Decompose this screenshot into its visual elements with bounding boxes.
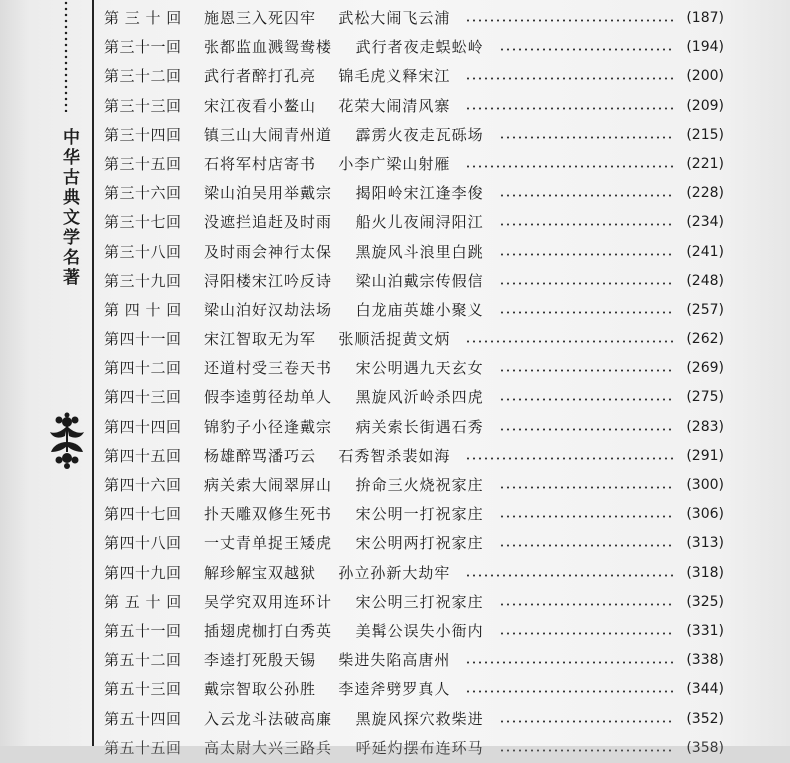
chapter-title-first-line: 宋江夜看小鳌山 xyxy=(204,96,317,115)
dot-leader xyxy=(499,632,674,635)
chapter-title-first-line: 插翅虎枷打白秀英 xyxy=(204,621,333,640)
page-number: (352) xyxy=(686,710,724,727)
chapter-title-first-line: 解珍解宝双越狱 xyxy=(204,563,317,582)
chapter-number: 第三十七回 xyxy=(104,213,182,232)
chapter-title-second-line: 石秀智杀裴如海 xyxy=(338,446,451,465)
chapter-title-first-line: 没遮拦追赶及时雨 xyxy=(204,213,333,232)
chapter-number: 第三十五回 xyxy=(104,154,182,173)
toc-entry xyxy=(104,150,724,179)
toc-entry xyxy=(104,325,724,354)
chapter-number: 第四十八回 xyxy=(104,534,182,553)
dot-leader xyxy=(499,136,674,139)
flower-ornament-icon xyxy=(45,412,89,470)
chapter-number: 第三十四回 xyxy=(104,125,182,144)
chapter-title-second-line: 霹雳火夜走瓦砾场 xyxy=(355,125,484,144)
chapter-number: 第四十三回 xyxy=(104,388,182,407)
chapter-number: 第五十五回 xyxy=(104,738,182,757)
toc-entry xyxy=(104,500,724,529)
dot-leader xyxy=(499,398,674,401)
chapter-number: 第三十三回 xyxy=(104,96,182,115)
page-number: (269) xyxy=(686,360,724,377)
chapter-number: 第四十九回 xyxy=(104,563,182,582)
page-number: (248) xyxy=(686,272,724,289)
chapter-title-second-line: 柴进失陷高唐州 xyxy=(338,651,451,670)
chapter-title-second-line: 美髯公误失小衙内 xyxy=(355,621,484,640)
chapter-title-second-line: 小李广梁山射雁 xyxy=(338,154,451,173)
page-number: (275) xyxy=(686,389,724,406)
dot-leader xyxy=(465,574,674,577)
chapter-number: 第三十二回 xyxy=(104,67,182,86)
chapter-number: 第四十一回 xyxy=(104,330,182,349)
chapter-title-second-line: 武松大闹飞云浦 xyxy=(338,9,451,27)
chapter-title-first-line: 李逵打死殷天锡 xyxy=(204,651,317,670)
dot-leader xyxy=(499,253,674,256)
chapter-title-first-line: 吴学究双用连环计 xyxy=(204,592,333,611)
toc-entry xyxy=(104,62,724,91)
toc-entry xyxy=(104,4,724,33)
chapter-title-first-line: 戴宗智取公孙胜 xyxy=(204,680,317,699)
page-number: (194) xyxy=(686,39,724,56)
page-number: (306) xyxy=(686,506,724,523)
chapter-title-second-line: 梁山泊戴宗传假信 xyxy=(355,271,484,290)
dot-leader xyxy=(465,77,674,80)
toc-entry xyxy=(104,734,724,763)
chapter-title-first-line: 入云龙斗法破高廉 xyxy=(204,709,333,728)
chapter-title-first-line: 石将军村店寄书 xyxy=(204,154,317,173)
chapter-title-second-line: 拚命三火烧祝家庄 xyxy=(355,476,484,494)
chapter-title-first-line: 假李逵剪径劫单人 xyxy=(204,388,333,407)
chapter-title-second-line: 呼延灼摆布连环马 xyxy=(355,738,484,757)
chapter-title-first-line: 杨雄醉骂潘巧云 xyxy=(204,446,317,465)
toc-entry xyxy=(104,646,724,675)
page-number: (262) xyxy=(686,331,724,348)
chapter-title-first-line: 梁山泊好汉劫法场 xyxy=(204,300,333,319)
toc-entry xyxy=(104,617,724,646)
toc-entry xyxy=(104,471,724,500)
dot-leader xyxy=(465,165,674,168)
toc-entry xyxy=(104,413,724,442)
page-number: (209) xyxy=(686,97,724,114)
dot-leader xyxy=(465,19,674,22)
chapter-title-second-line: 李逵斧劈罗真人 xyxy=(338,680,451,699)
chapter-title-first-line: 病关索大闹翠屏山 xyxy=(204,476,333,494)
dot-leader xyxy=(465,690,674,693)
chapter-number: 第四十七回 xyxy=(104,505,182,524)
chapter-title-second-line: 白龙庙英雄小聚义 xyxy=(355,300,484,319)
page-number: (200) xyxy=(686,68,724,85)
chapter-number: 第四十五回 xyxy=(104,446,182,465)
chapter-title-first-line: 镇三山大闹青州道 xyxy=(204,125,333,144)
toc-entry xyxy=(104,179,724,208)
dot-leader xyxy=(465,340,674,343)
toc-entry xyxy=(104,588,724,617)
chapter-title-second-line: 黑旋风沂岭杀四虎 xyxy=(355,388,484,407)
dot-leader xyxy=(499,603,674,606)
page-number: (313) xyxy=(686,535,724,552)
chapter-number: 第三十一回 xyxy=(104,38,182,57)
chapter-number: 第四十六回 xyxy=(104,476,182,494)
dot-leader xyxy=(499,48,674,51)
chapter-number: 第四十二回 xyxy=(104,359,182,378)
dot-leader xyxy=(499,720,674,723)
page-number: (241) xyxy=(686,243,724,260)
toc-entry xyxy=(104,705,724,734)
toc-border-line xyxy=(92,0,94,746)
dot-leader xyxy=(499,749,674,752)
page-number: (358) xyxy=(686,739,724,756)
toc-entry xyxy=(104,33,724,62)
dot-leader xyxy=(499,544,674,547)
chapter-title-second-line: 黑旋风探穴救柴进 xyxy=(355,709,484,728)
chapter-title-first-line: 浔阳楼宋江吟反诗 xyxy=(204,271,333,290)
page-number: (234) xyxy=(686,214,724,231)
dot-leader xyxy=(499,282,674,285)
chapter-title-first-line: 施恩三入死囚牢 xyxy=(204,9,317,27)
dot-leader xyxy=(499,369,674,372)
page-number: (215) xyxy=(686,126,724,143)
chapter-title-second-line: 孙立孙新大劫牢 xyxy=(338,563,451,582)
toc-entry xyxy=(104,559,724,588)
dot-leader xyxy=(499,486,674,489)
page-number: (187) xyxy=(686,10,724,26)
toc-entry xyxy=(104,296,724,325)
chapter-title-first-line: 高太尉大兴三路兵 xyxy=(204,738,333,757)
dot-leader xyxy=(465,661,674,664)
chapter-title-second-line: 船火儿夜闹浔阳江 xyxy=(355,213,484,232)
chapter-number: 第五十四回 xyxy=(104,709,182,728)
dotted-rule xyxy=(64,0,68,112)
table-of-contents xyxy=(104,4,724,763)
toc-entry xyxy=(104,383,724,412)
page-number: (344) xyxy=(686,681,724,698)
chapter-title-second-line: 宋公明一打祝家庄 xyxy=(355,505,484,524)
chapter-title-second-line: 病关索长街遇石秀 xyxy=(355,417,484,436)
page-number: (291) xyxy=(686,447,724,464)
toc-entry xyxy=(104,354,724,383)
dot-leader xyxy=(499,428,674,431)
chapter-title-first-line: 武行者醉打孔亮 xyxy=(204,67,317,86)
dot-leader xyxy=(499,311,674,314)
chapter-title-first-line: 锦豹子小径逢戴宗 xyxy=(204,417,333,436)
dot-leader xyxy=(465,457,674,460)
chapter-title-second-line: 花荣大闹清风寨 xyxy=(338,96,451,115)
dot-leader xyxy=(499,194,674,197)
chapter-number: 第 三 十 回 xyxy=(104,9,182,27)
chapter-title-first-line: 梁山泊吴用举戴宗 xyxy=(204,184,333,203)
chapter-title-second-line: 宋公明三打祝家庄 xyxy=(355,592,484,611)
chapter-title-second-line: 黑旋风斗浪里白跳 xyxy=(355,242,484,261)
page-number: (257) xyxy=(686,301,724,318)
toc-entry xyxy=(104,442,724,471)
chapter-title-second-line: 武行者夜走蜈蚣岭 xyxy=(355,38,484,57)
toc-entry xyxy=(104,121,724,150)
chapter-title-second-line: 宋公明遇九天玄女 xyxy=(355,359,484,378)
toc-entry xyxy=(104,267,724,296)
series-title: 中华古典文学名著 xyxy=(59,128,79,288)
chapter-title-second-line: 锦毛虎义释宋江 xyxy=(338,67,451,86)
toc-entry xyxy=(104,208,724,237)
chapter-title-first-line: 扑天雕双修生死书 xyxy=(204,505,333,524)
chapter-number: 第三十八回 xyxy=(104,242,182,261)
chapter-number: 第三十六回 xyxy=(104,184,182,203)
dot-leader xyxy=(499,223,674,226)
toc-entry xyxy=(104,675,724,704)
page-number: (318) xyxy=(686,564,724,581)
chapter-number: 第五十一回 xyxy=(104,621,182,640)
chapter-title-first-line: 及时雨会神行太保 xyxy=(204,242,333,261)
chapter-number: 第三十九回 xyxy=(104,271,182,290)
page-number: (221) xyxy=(686,155,724,172)
chapter-title-first-line: 一丈青单捉王矮虎 xyxy=(204,534,333,553)
chapter-title-second-line: 张顺活捉黄文炳 xyxy=(338,330,451,349)
dot-leader xyxy=(499,515,674,518)
toc-entry xyxy=(104,238,724,267)
toc-entry xyxy=(104,529,724,558)
chapter-number: 第五十三回 xyxy=(104,680,182,699)
chapter-title-second-line: 揭阳岭宋江逢李俊 xyxy=(355,184,484,203)
page-number: (300) xyxy=(686,477,724,493)
chapter-title-first-line: 张都监血溅鸳鸯楼 xyxy=(204,38,333,57)
page-number: (228) xyxy=(686,185,724,202)
chapter-number: 第四十四回 xyxy=(104,417,182,436)
chapter-title-first-line: 还道村受三卷天书 xyxy=(204,359,333,378)
sidebar xyxy=(40,0,92,746)
page-number: (331) xyxy=(686,622,724,639)
chapter-number: 第五十二回 xyxy=(104,651,182,670)
page-number: (325) xyxy=(686,593,724,610)
chapter-title-first-line: 宋江智取无为军 xyxy=(204,330,317,349)
dot-leader xyxy=(465,107,674,110)
chapter-number: 第 四 十 回 xyxy=(104,300,182,319)
chapter-number: 第 五 十 回 xyxy=(104,592,182,611)
page-number: (283) xyxy=(686,418,724,435)
toc-entry xyxy=(104,92,724,121)
chapter-title-second-line: 宋公明两打祝家庄 xyxy=(355,534,484,553)
page-number: (338) xyxy=(686,652,724,669)
